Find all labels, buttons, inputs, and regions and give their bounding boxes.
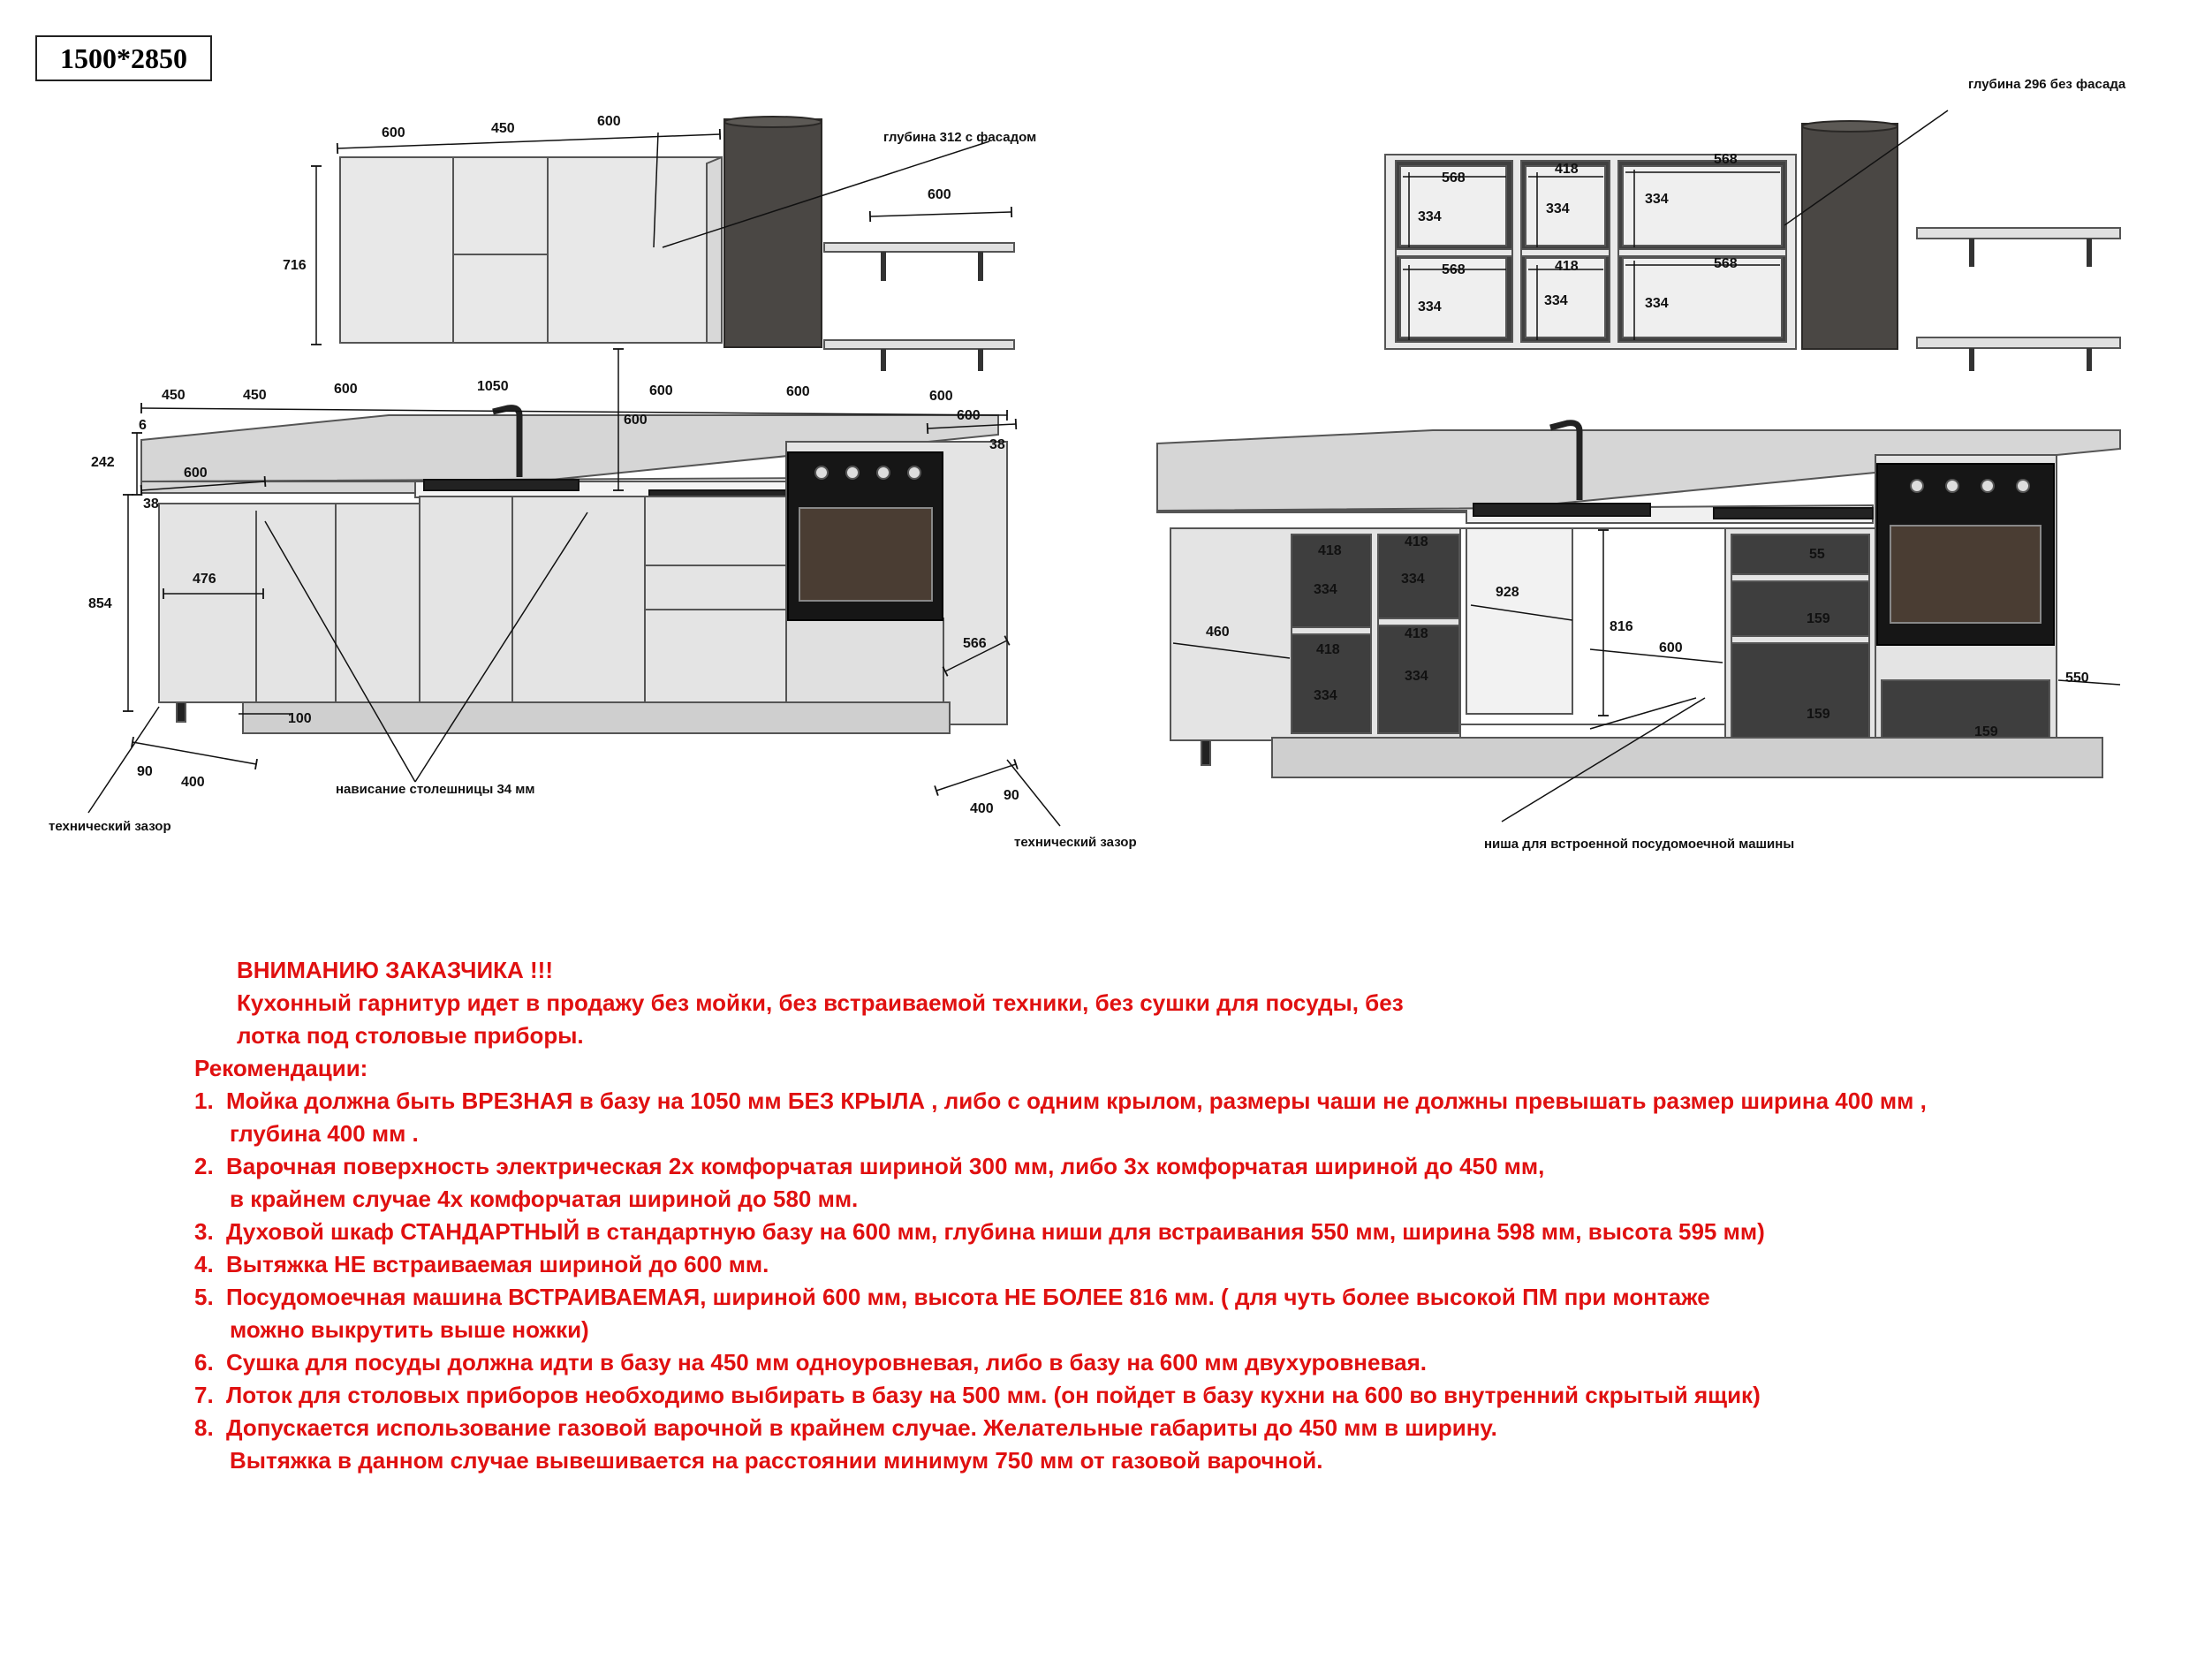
recommendation-item [194,1085,2191,1150]
dim-6: 6 [139,418,147,433]
dim-400a: 400 [181,775,205,790]
shelves-right [1917,228,2120,371]
dim-100: 100 [288,711,312,726]
notice-line2: лотка под столовые приборы. [237,1022,584,1049]
dim-upper-450: 450 [491,121,515,136]
dim-b-550: 550 [2065,671,2089,686]
dim-r-568c: 568 [1714,152,1738,167]
dim-r-568a: 568 [1442,171,1466,186]
left-view [141,117,1014,733]
dim-b-334d: 334 [1405,669,1428,684]
recommendation-text: Сушка для посуды должна идти в базу на 450 мм одноуровневая, либо в базу на 600 мм двухуровневая. [226,1349,1427,1376]
notice-title: ВНИМАНИЮ ЗАКАЗЧИКА !!! [237,957,553,983]
recommendation-continuation: можно выкрутить выше ножки) [230,1316,589,1343]
dim-566: 566 [963,636,987,651]
gap-note-right: технический зазор [1014,835,1137,850]
upper-cabinets-left [340,157,722,343]
dim-r-334f: 334 [1645,296,1669,311]
recommendation-number: 1. [194,1088,214,1114]
dim-r-334d: 334 [1544,293,1568,308]
dim-r-334c: 334 [1546,201,1570,216]
dim-b-418d: 418 [1405,626,1428,641]
depth-note-right: глубина 296 без фасада [1968,77,2126,92]
recommendation-text: Варочная поверхность электрическая 2х комфорчатая шириной 300 мм, либо 3х комфорчатая шириной до 450 мм, [226,1153,1545,1179]
dim-base-600c: 600 [786,384,810,399]
recommendation-number: 4. [194,1251,214,1277]
recommendation-text: Вытяжка НЕ встраиваемая шириной до 600 мм. [226,1251,769,1277]
recommendations-list [194,1085,2191,1477]
notice-line1: Кухонный гарнитур идет в продажу без мойки, без встраиваемой техники, без сушки для посуды, без [237,989,1404,1016]
recommendation-item [194,1379,2191,1412]
recommendation-number: 7. [194,1382,214,1408]
dim-b-159b: 159 [1807,707,1830,722]
dim-b-928: 928 [1496,585,1519,600]
dim-b-159a: 159 [1807,611,1830,626]
dim-b-460: 460 [1206,625,1230,640]
dim-90b: 90 [1004,788,1019,803]
recommendation-continuation: глубина 400 мм . [230,1120,419,1147]
dim-base-450a: 450 [162,388,186,403]
recommendation-item [194,1216,2191,1248]
recommendation-body [226,1412,2191,1477]
shelves-left [824,243,1014,371]
dim-476: 476 [193,572,216,587]
size-label: 1500*2850 [35,35,212,81]
sink-left [424,480,579,490]
customer-notice [194,954,2191,1477]
dim-b-418a: 418 [1318,543,1342,558]
recommendation-body [226,1216,2191,1248]
hob-right [1714,508,1873,519]
recommendation-text: Посудомоечная машина ВСТРАИВАЕМАЯ, шириной 600 мм, высота НЕ БОЛЕЕ 816 мм. ( для чуть более высокой ПМ при монтаже [226,1284,1710,1310]
recommendation-number: 2. [194,1153,214,1179]
recommendation-number: 3. [194,1218,214,1245]
recommendation-body [226,1085,2191,1150]
dim-b-55: 55 [1809,547,1825,562]
oven-right [1877,464,2054,645]
overhang-note: нависание столешницы 34 мм [336,782,535,797]
recommendation-item [194,1281,2191,1346]
leg-right [1201,740,1210,765]
recommendation-item [194,1248,2191,1281]
recommendation-body [226,1281,2191,1346]
gap-note-left: технический зазор [49,819,171,834]
oven-left [788,452,943,620]
dim-shelf-width: 600 [928,187,951,202]
dim-r-334a: 334 [1418,209,1442,224]
recommendation-continuation: в крайнем случае 4х комфорчатая шириной до 580 мм. [230,1186,859,1212]
dim-upper-600b: 600 [597,114,621,129]
dim-upper-height: 716 [283,258,307,273]
dim-r-334b: 334 [1418,299,1442,315]
recommendation-text: Духовой шкаф СТАНДАРТНЫЙ в стандартную базу на 600 мм, глубина ниши для встраивания 550 мм, ширина 598 мм, высота 595 мм) [226,1218,1765,1245]
dim-b-600: 600 [1659,640,1683,656]
recommendation-item [194,1346,2191,1379]
recommendation-body [226,1150,2191,1216]
dim-b-418b: 418 [1405,534,1428,549]
recommendation-text: Мойка должна быть ВРЕЗНАЯ в базу на 1050 мм БЕЗ КРЫЛА , либо с одним крылом, размеры чаши не должны превышать размер ширина 400 мм , [226,1088,1927,1114]
hood-left [724,117,822,347]
dim-r-568d: 568 [1714,256,1738,271]
dim-r-334e: 334 [1645,192,1669,207]
recommendation-number: 5. [194,1284,214,1310]
dim-242: 242 [91,455,115,470]
recommendation-text: Допускается использование газовой варочной в крайнем случае. Желательные габариты до 450 мм в ширину. [226,1414,1497,1441]
dim-38a: 38 [143,496,159,512]
dim-r-568b: 568 [1442,262,1466,277]
dim-400b: 400 [970,801,994,816]
dim-b-159c: 159 [1974,724,1998,739]
dim-r-418b: 418 [1555,259,1579,274]
dim-base-600d: 600 [929,389,953,404]
dim-base-1050: 1050 [477,379,509,394]
depth-note-left: глубина 312 с фасадом [883,130,1037,145]
dim-b-334c: 334 [1314,688,1337,703]
recommendation-item [194,1412,2191,1477]
dim-b-334a: 334 [1314,582,1337,597]
recommendation-continuation: Вытяжка в данном случае вывешивается на расстоянии минимум 750 мм от газовой варочной. [230,1447,1323,1474]
recommendation-body [226,1346,2191,1379]
dim-b-816: 816 [1610,619,1633,634]
dim-600-right: 600 [957,408,981,423]
dim-base-600a: 600 [334,382,358,397]
niche-note: ниша для встроенной посудомоечной машины [1484,837,1795,852]
recommendation-item [194,1150,2191,1216]
dim-38b: 38 [989,437,1005,452]
recommendation-number: 8. [194,1414,214,1441]
recommendation-number: 6. [194,1349,214,1376]
dim-90a: 90 [137,764,153,779]
dim-base-450b: 450 [243,388,267,403]
dim-600-top: 600 [184,466,208,481]
dim-b-418c: 418 [1316,642,1340,657]
dim-854: 854 [88,596,112,611]
recommendations-title: Рекомендации: [194,1055,368,1081]
leg-left [177,702,186,722]
sink-right [1473,504,1650,516]
dim-base-600b: 600 [649,383,673,398]
dim-600-mid: 600 [624,413,648,428]
recommendation-body [226,1248,2191,1281]
right-view [1157,121,2120,777]
recommendation-body [226,1379,2191,1412]
recommendation-text: Лоток для столовых приборов необходимо выбирать в базу на 500 мм. (он пойдет в базу кухни на 600 во внутренний скрытый ящик) [226,1382,1761,1408]
dim-b-334b: 334 [1401,572,1425,587]
dim-r-418a: 418 [1555,162,1579,177]
dim-upper-600a: 600 [382,125,405,140]
